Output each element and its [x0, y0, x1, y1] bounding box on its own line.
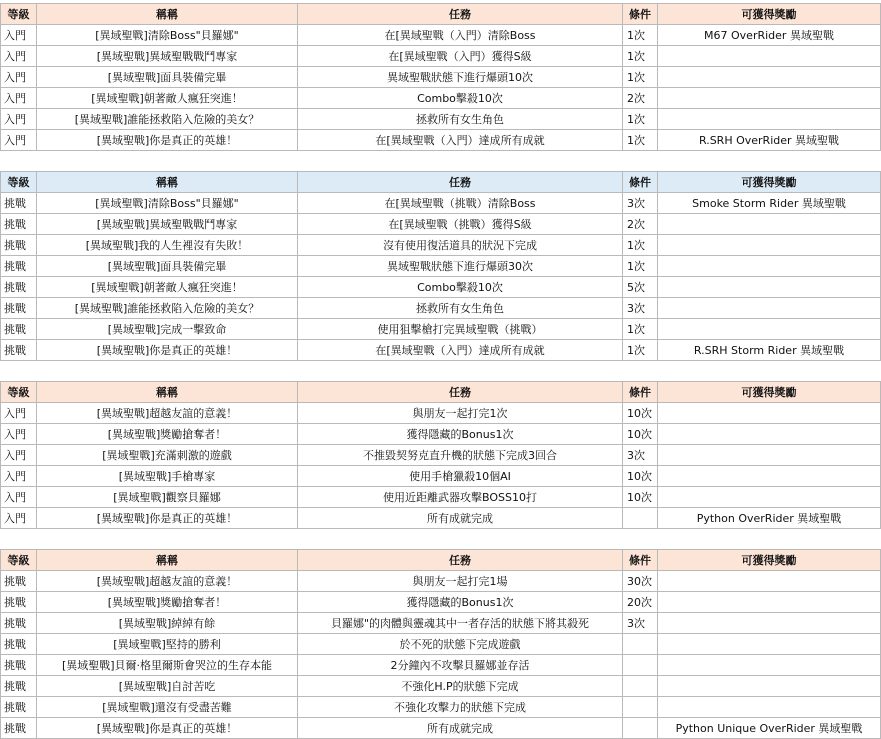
cell-reward [658, 88, 881, 109]
header-level: 等級 [1, 382, 37, 403]
table-header-row [1, 4, 881, 25]
cell-task: 不強化H.P的狀態下完成 [298, 676, 623, 697]
cell-level: 挑戰 [1, 613, 37, 634]
cell-condition: 1次 [623, 25, 658, 46]
cell-reward: Smoke Storm Rider 異域聖戰 [658, 193, 881, 214]
cell-task: 拯救所有女生角色 [298, 298, 623, 319]
cell-level: 入門 [1, 46, 37, 67]
cell-level: 挑戰 [1, 592, 37, 613]
cell-reward [658, 613, 881, 634]
cell-name: [異域聖戰]獎勵搶奪者！ [37, 424, 298, 445]
cell-name: [異域聖戰]清除Boss"貝羅娜" [37, 25, 298, 46]
table-row [1, 193, 881, 214]
cell-condition: 10次 [623, 487, 658, 508]
cell-reward [658, 235, 881, 256]
header-level: 等級 [1, 4, 37, 25]
table-row [1, 718, 881, 739]
table-row [1, 46, 881, 67]
cell-task: 在[異域聖戰（入門）獲得S級 [298, 46, 623, 67]
cell-level: 挑戰 [1, 340, 37, 361]
cell-condition: 1次 [623, 256, 658, 277]
cell-condition: 30次 [623, 571, 658, 592]
table-row [1, 445, 881, 466]
cell-reward [658, 487, 881, 508]
cell-level: 入門 [1, 130, 37, 151]
cell-condition: 10次 [623, 424, 658, 445]
cell-task: 使用狙擊槍打完異域聖戰（挑戰） [298, 319, 623, 340]
cell-reward: Python OverRider 異域聖戰 [658, 508, 881, 529]
cell-condition: 10次 [623, 403, 658, 424]
header-reward: 可獲得獎勵 [658, 382, 881, 403]
cell-level: 入門 [1, 508, 37, 529]
cell-level: 挑戰 [1, 697, 37, 718]
table-row [1, 67, 881, 88]
cell-condition: 5次 [623, 277, 658, 298]
cell-task: 於不死的狀態下完成遊戲 [298, 634, 623, 655]
cell-level: 入門 [1, 109, 37, 130]
header-level: 等級 [1, 172, 37, 193]
cell-name: [異域聖戰]你是真正的英雄！ [37, 130, 298, 151]
cell-reward [658, 46, 881, 67]
cell-reward: M67 OverRider 異域聖戰 [658, 25, 881, 46]
header-name: 稱稱 [37, 382, 298, 403]
cell-reward [658, 592, 881, 613]
cell-reward [658, 109, 881, 130]
table-row [1, 298, 881, 319]
cell-task: 使用手槍獵殺10個AI [298, 466, 623, 487]
cell-name: [異域聖戰]充滿刺激的遊戲 [37, 445, 298, 466]
table-header-row [1, 382, 881, 403]
cell-task: 在[異域聖戰（入門）達成所有成就 [298, 130, 623, 151]
cell-reward [658, 571, 881, 592]
cell-task: 沒有使用復活道具的狀況下完成 [298, 235, 623, 256]
table-row [1, 214, 881, 235]
cell-task: 所有成就完成 [298, 508, 623, 529]
header-condition: 條件 [623, 4, 658, 25]
cell-reward [658, 256, 881, 277]
cell-name: [異域聖戰]誰能拯救陷入危險的美女？ [37, 298, 298, 319]
table-row [1, 319, 881, 340]
cell-reward [658, 697, 881, 718]
header-reward: 可獲得獎勵 [658, 4, 881, 25]
cell-level: 入門 [1, 67, 37, 88]
cell-task: 拯救所有女生角色 [298, 109, 623, 130]
table-row [1, 256, 881, 277]
cell-name: [異域聖戰]你是真正的英雄！ [37, 508, 298, 529]
table-row [1, 88, 881, 109]
cell-level: 挑戰 [1, 655, 37, 676]
cell-name: [異域聖戰]面具裝備完畢 [37, 256, 298, 277]
cell-condition: 2次 [623, 88, 658, 109]
cell-task: 使用近距離武器攻擊BOSS10打 [298, 487, 623, 508]
table-row [1, 466, 881, 487]
cell-name: [異域聖戰]超越友誼的意義！ [37, 571, 298, 592]
cell-name: [異域聖戰]還沒有受盡苦難 [37, 697, 298, 718]
cell-name: [異域聖戰]我的人生裡沒有失敗！ [37, 235, 298, 256]
header-task: 任務 [298, 550, 623, 571]
cell-condition [623, 655, 658, 676]
header-condition: 條件 [623, 550, 658, 571]
header-name: 稱稱 [37, 550, 298, 571]
cell-condition: 1次 [623, 130, 658, 151]
cell-reward [658, 214, 881, 235]
cell-task: 在[異域聖戰（入門）清除Boss [298, 25, 623, 46]
table-row [1, 487, 881, 508]
cell-level: 入門 [1, 466, 37, 487]
cell-condition: 3次 [623, 193, 658, 214]
cell-level: 挑戰 [1, 235, 37, 256]
cell-name: [異域聖戰]超越友誼的意義！ [37, 403, 298, 424]
cell-reward: R.SRH OverRider 異域聖戰 [658, 130, 881, 151]
cell-name: [異域聖戰]異域聖戰戰鬥專家 [37, 46, 298, 67]
table-row [1, 592, 881, 613]
header-task: 任務 [298, 172, 623, 193]
table-row [1, 403, 881, 424]
cell-level: 入門 [1, 88, 37, 109]
cell-name: [異域聖戰]你是真正的英雄！ [37, 718, 298, 739]
cell-condition: 20次 [623, 592, 658, 613]
table-row [1, 508, 881, 529]
cell-name: [異域聖戰]朝著敵人瘋狂突進！ [37, 88, 298, 109]
cell-name: [異域聖戰]綽綽有餘 [37, 613, 298, 634]
table-header-row [1, 172, 881, 193]
table-row [1, 571, 881, 592]
cell-condition: 3次 [623, 613, 658, 634]
cell-condition: 1次 [623, 67, 658, 88]
cell-name: [異域聖戰]自討苦吃 [37, 676, 298, 697]
achievement-table [0, 171, 881, 361]
cell-reward [658, 466, 881, 487]
cell-condition [623, 508, 658, 529]
header-name: 稱稱 [37, 172, 298, 193]
cell-reward [658, 277, 881, 298]
cell-reward [658, 634, 881, 655]
header-level: 等級 [1, 550, 37, 571]
cell-condition: 1次 [623, 46, 658, 67]
cell-condition: 3次 [623, 445, 658, 466]
cell-name: [異域聖戰]完成一擊致命 [37, 319, 298, 340]
cell-reward [658, 655, 881, 676]
cell-level: 挑戰 [1, 214, 37, 235]
table-row [1, 634, 881, 655]
table-row [1, 697, 881, 718]
cell-task: 不推毀契努克直升機的狀態下完成3回合 [298, 445, 623, 466]
cell-condition: 1次 [623, 109, 658, 130]
cell-level: 挑戰 [1, 634, 37, 655]
cell-reward [658, 445, 881, 466]
cell-task: 2分鐘內不攻擊貝羅娜並存活 [298, 655, 623, 676]
header-reward: 可獲得獎勵 [658, 550, 881, 571]
table-row [1, 613, 881, 634]
cell-reward [658, 676, 881, 697]
header-condition: 條件 [623, 172, 658, 193]
table-row [1, 109, 881, 130]
cell-task: 異域聖戰狀態下進行爆頭30次 [298, 256, 623, 277]
achievement-table [0, 549, 881, 739]
header-condition: 條件 [623, 382, 658, 403]
table-header-row [1, 550, 881, 571]
header-reward: 可獲得獎勵 [658, 172, 881, 193]
cell-task: Combo擊殺10次 [298, 88, 623, 109]
table-row [1, 340, 881, 361]
cell-reward [658, 319, 881, 340]
cell-condition [623, 676, 658, 697]
cell-reward [658, 403, 881, 424]
cell-task: 與朋友一起打完1次 [298, 403, 623, 424]
cell-condition [623, 718, 658, 739]
cell-level: 挑戰 [1, 676, 37, 697]
cell-name: [異域聖戰]面具裝備完畢 [37, 67, 298, 88]
cell-level: 挑戰 [1, 718, 37, 739]
cell-task: 獲得隱藏的Bonus1次 [298, 592, 623, 613]
cell-name: [異域聖戰]清除Boss"貝羅娜" [37, 193, 298, 214]
table-row [1, 235, 881, 256]
table-row [1, 25, 881, 46]
cell-task: 不強化攻擊力的狀態下完成 [298, 697, 623, 718]
cell-condition: 1次 [623, 340, 658, 361]
cell-level: 入門 [1, 445, 37, 466]
cell-reward [658, 424, 881, 445]
cell-condition [623, 697, 658, 718]
achievement-table [0, 3, 881, 151]
cell-level: 挑戰 [1, 319, 37, 340]
cell-level: 挑戰 [1, 256, 37, 277]
cell-task: 在[異域聖戰（挑戰）清除Boss [298, 193, 623, 214]
cell-task: 與朋友一起打完1場 [298, 571, 623, 592]
cell-condition: 10次 [623, 466, 658, 487]
cell-level: 入門 [1, 424, 37, 445]
cell-reward: R.SRH Storm Rider 異域聖戰 [658, 340, 881, 361]
table-row [1, 424, 881, 445]
cell-name: [異域聖戰]堅持的勝利 [37, 634, 298, 655]
cell-reward [658, 67, 881, 88]
cell-task: 所有成就完成 [298, 718, 623, 739]
table-row [1, 655, 881, 676]
cell-level: 入門 [1, 487, 37, 508]
cell-name: [異域聖戰]你是真正的英雄！ [37, 340, 298, 361]
cell-task: 在[異域聖戰（挑戰）獲得S級 [298, 214, 623, 235]
cell-name: [異域聖戰]異域聖戰戰鬥專家 [37, 214, 298, 235]
cell-level: 入門 [1, 403, 37, 424]
cell-level: 挑戰 [1, 298, 37, 319]
cell-name: [異域聖戰]獎勵搶奪者！ [37, 592, 298, 613]
table-row [1, 676, 881, 697]
cell-condition: 1次 [623, 319, 658, 340]
cell-level: 挑戰 [1, 193, 37, 214]
cell-name: [異域聖戰]貝爾·格里爾斯會哭泣的生存本能 [37, 655, 298, 676]
cell-task: 異域聖戰狀態下進行爆頭10次 [298, 67, 623, 88]
cell-task: 在[異域聖戰（入門）達成所有成就 [298, 340, 623, 361]
cell-name: [異域聖戰]手槍專家 [37, 466, 298, 487]
cell-reward: Python Unique OverRider 異域聖戰 [658, 718, 881, 739]
cell-condition: 3次 [623, 298, 658, 319]
header-name: 稱稱 [37, 4, 298, 25]
cell-name: [異域聖戰]誰能拯救陷入危險的美女？ [37, 109, 298, 130]
cell-task: Combo擊殺10次 [298, 277, 623, 298]
cell-level: 入門 [1, 25, 37, 46]
cell-condition: 1次 [623, 235, 658, 256]
table-row [1, 130, 881, 151]
table-row [1, 277, 881, 298]
achievement-table [0, 381, 881, 529]
header-task: 任務 [298, 382, 623, 403]
header-task: 任務 [298, 4, 623, 25]
cell-task: 獲得隱藏的Bonus1次 [298, 424, 623, 445]
cell-name: [異域聖戰]觀察貝羅娜 [37, 487, 298, 508]
cell-condition [623, 634, 658, 655]
cell-reward [658, 298, 881, 319]
cell-level: 挑戰 [1, 571, 37, 592]
cell-condition: 2次 [623, 214, 658, 235]
cell-level: 挑戰 [1, 277, 37, 298]
cell-name: [異域聖戰]朝著敵人瘋狂突進！ [37, 277, 298, 298]
cell-task: 貝羅娜"的肉體與靈魂其中一者存活的狀態下將其殺死 [298, 613, 623, 634]
